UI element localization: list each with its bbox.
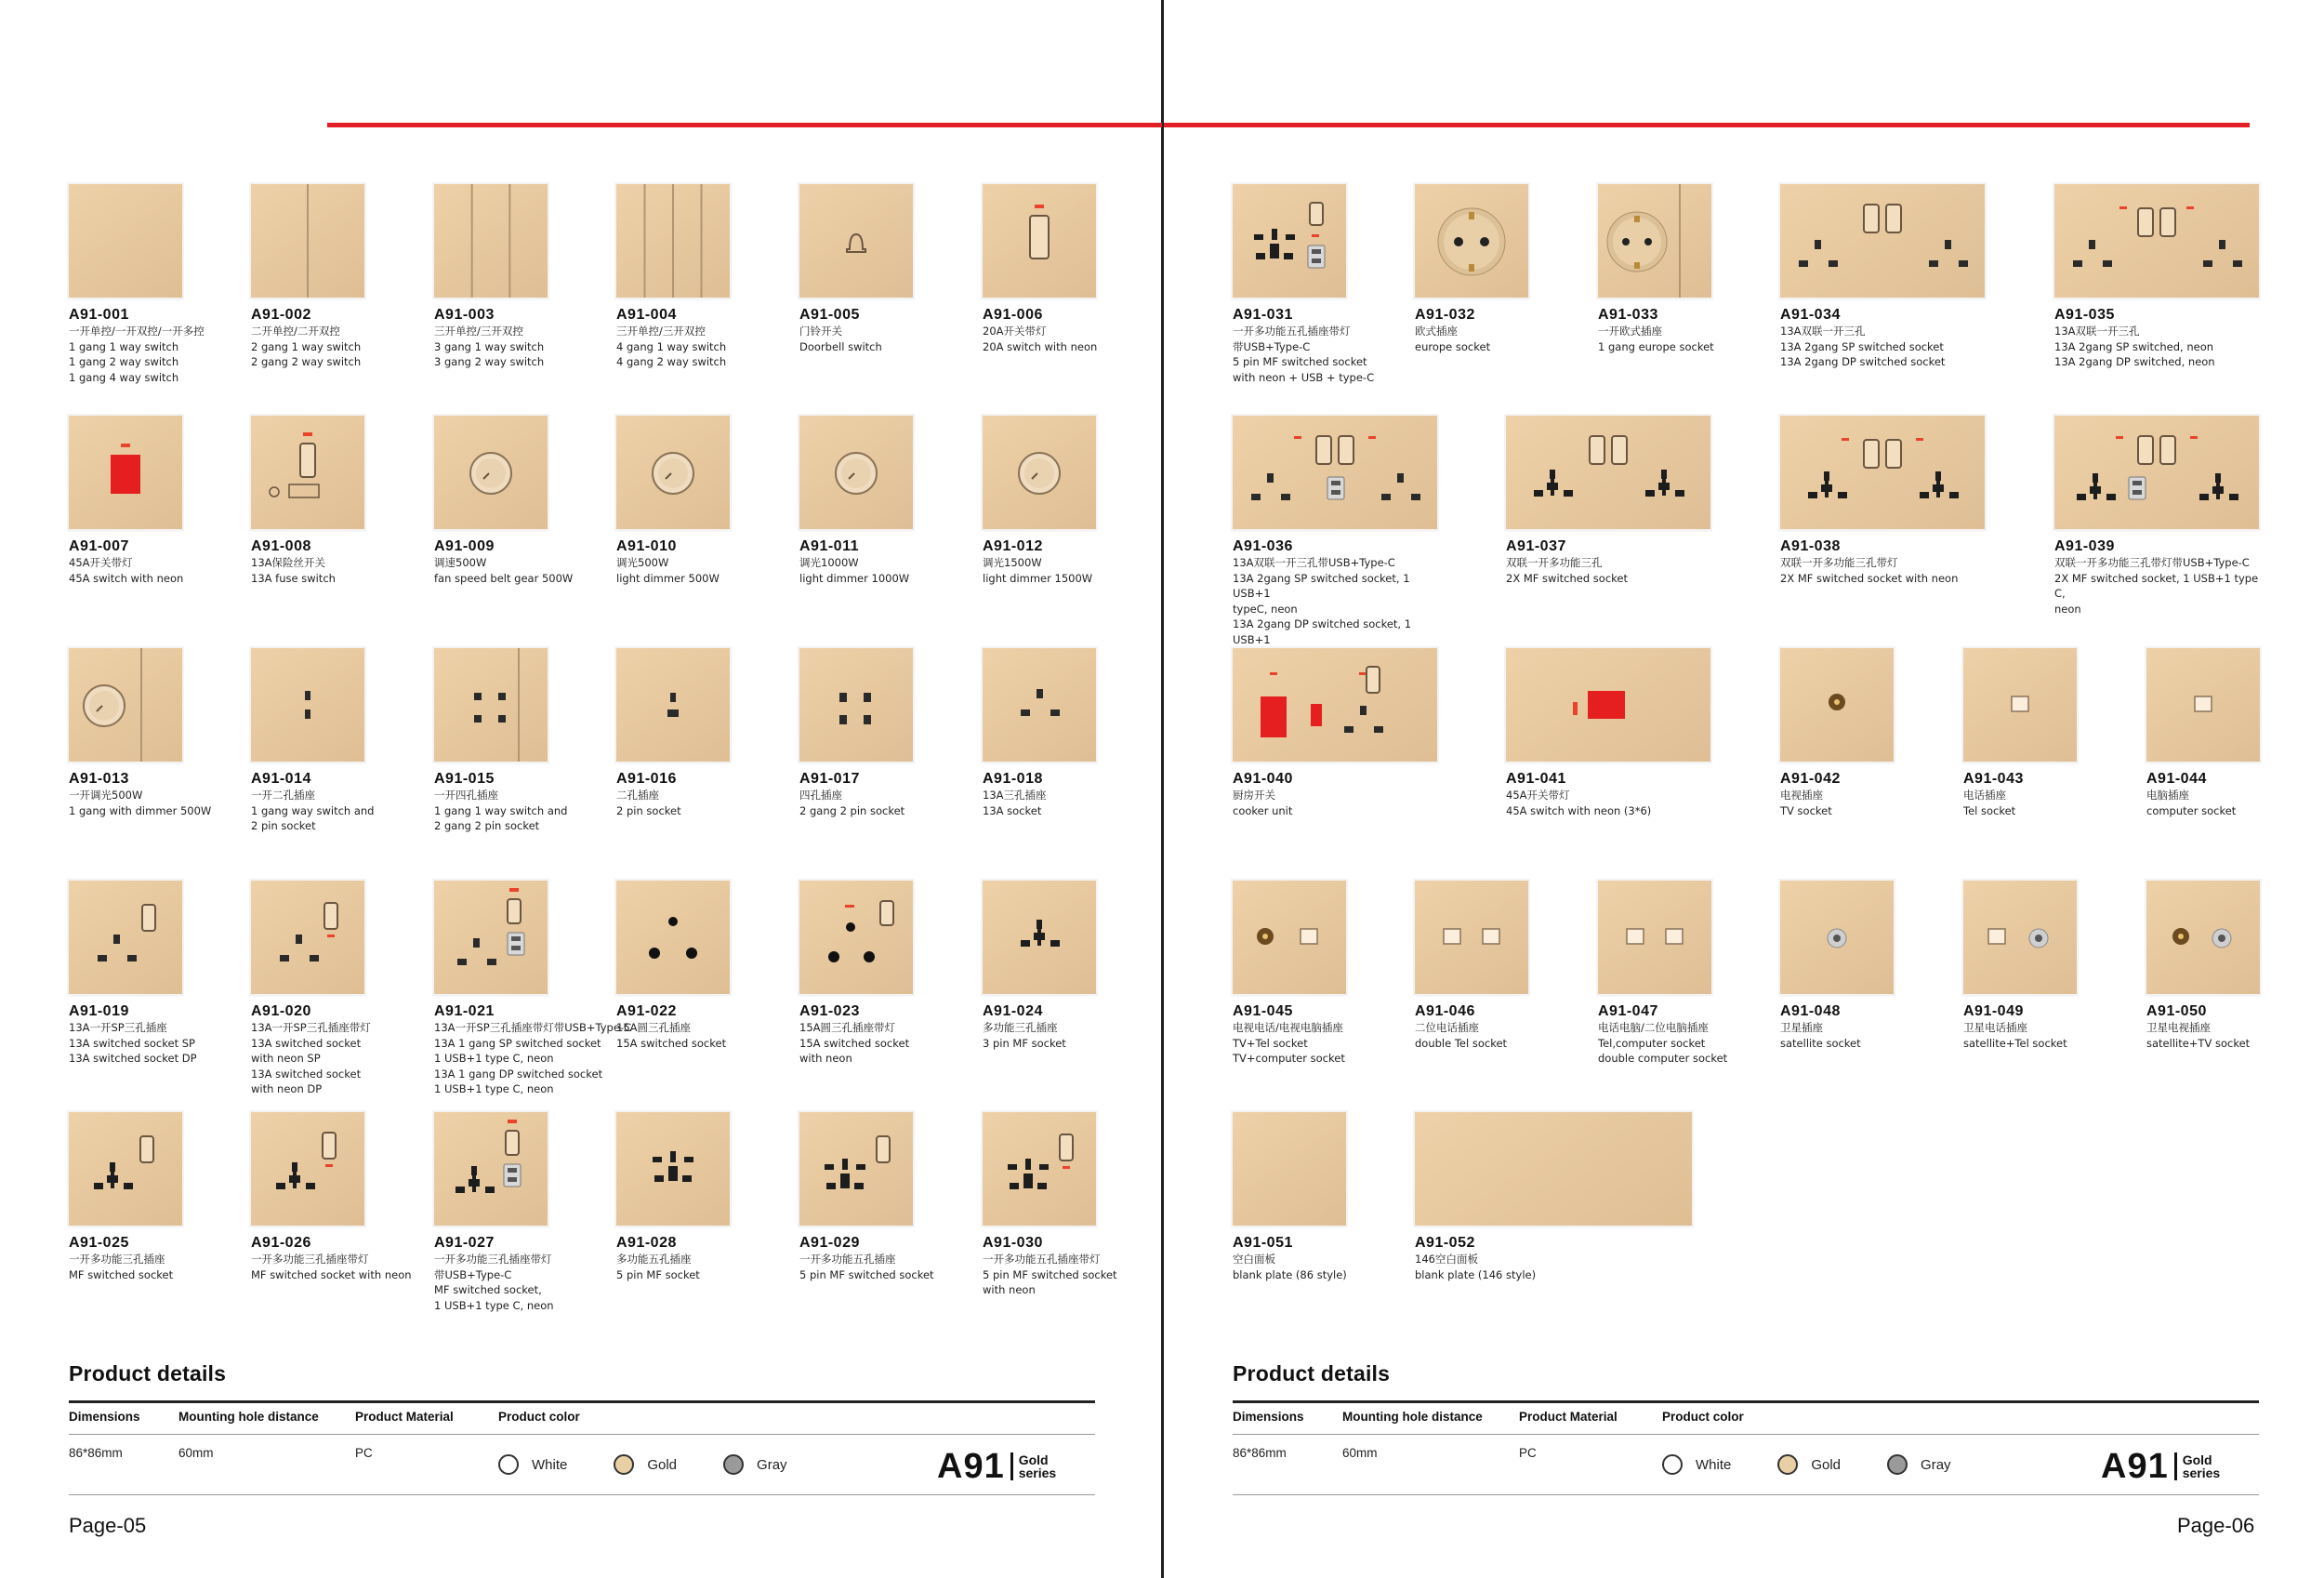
product-description: 电脑插座 computer socket: [2146, 789, 2237, 817]
tv-socket-icon: [1780, 648, 1894, 762]
product-description: 欧式插座 europe socket: [1415, 325, 1491, 353]
product-code: A91-010: [616, 538, 677, 554]
product-description: 一开多功能三孔插座 MF switched socket: [69, 1253, 174, 1281]
product-code: A91-031: [1233, 307, 1293, 323]
product-code: A91-043: [1963, 771, 2024, 787]
product-code: A91-036: [1233, 538, 1293, 554]
13a-usb-icon: [434, 881, 548, 994]
13a-switched-icon: [69, 881, 182, 994]
product-code: A91-014: [251, 771, 311, 787]
13a-switched-neon-icon: [251, 881, 364, 994]
product-description: 空白面板 blank plate (86 style): [1233, 1253, 1347, 1281]
brand-series: Gold series: [1018, 1452, 1057, 1480]
satellite-icon: [1780, 881, 1894, 994]
product-code: A91-050: [2146, 1003, 2207, 1019]
brand-model: A91: [937, 1447, 1005, 1486]
schuko-icon: [1415, 184, 1528, 298]
product-info: [1415, 1235, 1629, 1282]
product-info: [1963, 1003, 2177, 1051]
tel-socket-icon: [1963, 648, 2077, 762]
product-description: 卫星电话插座 satellite+Tel socket: [1963, 1021, 2067, 1050]
2pin-socket-icon: [616, 648, 730, 762]
color-header: Product color: [1662, 1410, 1744, 1424]
blank-86-icon: [1233, 1112, 1346, 1226]
mf-5pin-neon-icon: [983, 1112, 1096, 1226]
dimmer-knob-icon: [434, 416, 548, 529]
dimmer-knob-icon: [616, 416, 730, 529]
panel-3gang-icon: [434, 184, 548, 298]
product-details-title: Product details: [1233, 1361, 1391, 1386]
product-description: 卫星电视插座 satellite+TV socket: [2146, 1021, 2251, 1050]
product-description: 一开多功能五孔插座带灯 5 pin MF switched socket with neon: [983, 1253, 1117, 1296]
product-info: [1780, 307, 1994, 370]
product-info: [1506, 771, 1720, 818]
product-info: [251, 1003, 465, 1097]
product-code: A91-038: [1780, 538, 1841, 554]
mf-5pin-icon: [616, 1112, 730, 1226]
double-mf-usb-icon: [2054, 416, 2259, 529]
product-description: 一开多功能五孔插座 5 pin MF switched socket: [799, 1253, 934, 1281]
swatch-white: White: [498, 1454, 567, 1475]
computer-socket-icon: [2146, 648, 2260, 762]
product-code: A91-029: [799, 1235, 860, 1251]
product-description: 多功能五孔插座 5 pin MF socket: [616, 1253, 700, 1281]
double-13a-neon-icon: [2054, 184, 2259, 298]
page-number: Page-06: [2177, 1514, 2255, 1537]
product-code: A91-044: [2146, 771, 2207, 787]
product-description: 调速500W fan speed belt gear 500W: [434, 556, 574, 585]
product-code: A91-011: [799, 538, 859, 554]
product-description: 双联一开多功能三孔带灯带USB+Type-C 2X MF switched socket, 1 USB+1 type C, neon: [2054, 556, 2259, 616]
product-description: 13A一开SP三孔插座 13A switched socket SP 13A switched socket DP: [69, 1021, 197, 1065]
product-info: [616, 1003, 830, 1051]
product-code: A91-025: [69, 1235, 129, 1251]
product-info: [616, 538, 830, 586]
brand-model: A91: [2101, 1447, 2169, 1486]
brand-mark: [937, 1449, 1056, 1484]
product-info: [2054, 538, 2268, 617]
product-description: 电视电话/电视电脑插座 TV+Tel socket TV+computer socket: [1233, 1021, 1345, 1065]
cooker-unit-icon: [1233, 648, 1437, 762]
product-description: 13A三孔插座 13A socket: [983, 789, 1047, 817]
product-description: 门铃开关 Doorbell switch: [799, 325, 882, 353]
material-header: Product Material: [355, 1410, 454, 1424]
product-code: A91-037: [1506, 538, 1566, 554]
mounting-value: 60mm: [1342, 1446, 1378, 1460]
mounting-header: Mounting hole distance: [178, 1410, 319, 1424]
material-value: PC: [355, 1446, 373, 1460]
product-code: A91-030: [983, 1235, 1043, 1251]
product-code: A91-004: [616, 307, 677, 323]
gray-dot-icon: [723, 1454, 744, 1475]
4pin-socket-icon: [799, 648, 913, 762]
product-description: 15A圆三孔插座带灯 15A switched socket with neon: [799, 1021, 910, 1065]
product-description: 13A一开SP三孔插座带灯带USB+Type-C 13A 1 gang SP switched socket 1 USB+1 type C, neon 13A 1 gang DP switched socket 1 USB+1 type C, neon: [434, 1021, 632, 1095]
product-code: A91-042: [1780, 771, 1841, 787]
fuse-switch-icon: [251, 416, 364, 529]
doorbell-icon: [799, 184, 913, 298]
swatch-white: White: [1662, 1454, 1731, 1475]
product-code: A91-027: [434, 1235, 495, 1251]
product-description: 卫星插座 satellite socket: [1780, 1021, 1861, 1050]
product-info: [1415, 1003, 1629, 1051]
schuko-switch-icon: [1598, 184, 1711, 298]
product-code: A91-051: [1233, 1235, 1293, 1251]
product-description: 双联一开多功能三孔带灯 2X MF switched socket with neon: [1780, 556, 1959, 585]
product-description: 一开多功能三孔插座带灯 MF switched socket with neon: [251, 1253, 412, 1281]
rocker-neon-icon: [983, 184, 1096, 298]
switch-4pin-icon: [434, 648, 548, 762]
product-info: [1780, 771, 1994, 818]
product-description: 45A开关带灯 45A switch with neon (3*6): [1506, 789, 1652, 817]
product-description: 13A双联一开三孔 13A 2gang SP switched socket 13A 2gang DP switched socket: [1780, 325, 1946, 368]
material-header: Product Material: [1519, 1410, 1618, 1424]
dimensions-value: 86*86mm: [1233, 1446, 1287, 1460]
product-code: A91-024: [983, 1003, 1043, 1019]
product-info: [799, 771, 1013, 818]
white-dot-icon: [1662, 1454, 1683, 1475]
product-description: 电话电脑/二位电脑插座 Tel,computer socket double computer socket: [1598, 1021, 1728, 1065]
product-code: A91-035: [2054, 307, 2115, 323]
product-info: [251, 307, 465, 370]
product-info: [616, 1235, 830, 1282]
swatch-gray: Gray: [723, 1454, 787, 1475]
satellite-tv-icon: [2146, 881, 2260, 994]
product-description: 二开单控/二开双控 2 gang 1 way switch 2 gang 2 way switch: [251, 325, 362, 368]
product-code: A91-028: [616, 1235, 677, 1251]
product-code: A91-041: [1506, 771, 1566, 787]
double-tel-icon: [1415, 881, 1528, 994]
product-code: A91-006: [983, 307, 1043, 323]
double-13a-icon: [1780, 184, 1985, 298]
product-info: [616, 307, 830, 370]
product-info: [251, 771, 465, 834]
15a-round-icon: [616, 881, 730, 994]
product-info: [1506, 538, 1720, 586]
product-code: A91-008: [251, 538, 311, 554]
product-grid-page-06: [1164, 0, 2324, 1578]
swatch-gold: Gold: [614, 1454, 677, 1475]
product-code: A91-002: [251, 307, 311, 323]
product-description: 一开欧式插座 1 gang europe socket: [1598, 325, 1714, 353]
product-description: 电视插座 TV socket: [1780, 789, 1832, 817]
product-code: A91-017: [799, 771, 860, 787]
mounting-value: 60mm: [178, 1446, 214, 1460]
product-description: 一开二孔插座 1 gang way switch and 2 pin socket: [251, 789, 375, 832]
brand-mark: [2101, 1449, 2220, 1484]
product-info: [799, 307, 1013, 354]
product-info: [799, 538, 1013, 586]
product-description: 15A圆三孔插座 15A switched socket: [616, 1021, 727, 1050]
mf-3pin-icon: [983, 881, 1096, 994]
double-mf-neon-icon: [1780, 416, 1985, 529]
product-code: A91-047: [1598, 1003, 1658, 1019]
product-info: [1780, 1003, 1994, 1051]
product-code: A91-018: [983, 771, 1043, 787]
product-info: [1233, 771, 1446, 818]
product-description: 调光500W light dimmer 500W: [616, 556, 720, 585]
dimmer-knob-icon: [983, 416, 1096, 529]
dimensions-header: Dimensions: [69, 1410, 140, 1424]
product-code: A91-023: [799, 1003, 860, 1019]
product-code: A91-015: [434, 771, 495, 787]
double-mf-icon: [1506, 416, 1710, 529]
page-06: [1164, 0, 2324, 1578]
panel-4gang-icon: [616, 184, 730, 298]
wide-red-rocker-icon: [1506, 648, 1710, 762]
dimmer-knob-icon: [799, 416, 913, 529]
product-info: [1415, 307, 1629, 354]
product-code: A91-013: [69, 771, 129, 787]
swatch-gold: Gold: [1777, 1454, 1841, 1475]
mf-5pin-switched-icon: [799, 1112, 913, 1226]
mf-switched-neon-icon: [251, 1112, 364, 1226]
white-dot-icon: [498, 1454, 519, 1475]
product-code: A91-048: [1780, 1003, 1841, 1019]
blank-146-icon: [1415, 1112, 1692, 1226]
product-description: 四孔插座 2 gang 2 pin socket: [799, 789, 905, 817]
product-code: A91-019: [69, 1003, 129, 1019]
product-code: A91-001: [69, 307, 129, 323]
product-description: 二位电话插座 double Tel socket: [1415, 1021, 1508, 1050]
product-info: [251, 538, 465, 586]
product-code: A91-003: [434, 307, 495, 323]
product-info: [1780, 538, 1994, 586]
brand-series: Gold series: [2182, 1452, 2221, 1480]
product-code: A91-034: [1780, 307, 1841, 323]
mounting-header: Mounting hole distance: [1342, 1410, 1483, 1424]
product-code: A91-039: [2054, 538, 2115, 554]
product-description: 一开调光500W 1 gang with dimmer 500W: [69, 789, 212, 817]
product-code: A91-046: [1415, 1003, 1475, 1019]
product-code: A91-040: [1233, 771, 1293, 787]
switch-2pin-icon: [251, 648, 364, 762]
product-info: [1233, 538, 1446, 663]
product-description: 一开多功能三孔插座带灯 带USB+Type-C MF switched socket, 1 USB+1 type C, neon: [434, 1253, 554, 1312]
satellite-tel-icon: [1963, 881, 2077, 994]
material-value: PC: [1519, 1446, 1537, 1460]
product-description: 多功能三孔插座 3 pin MF socket: [983, 1021, 1066, 1050]
product-description: 13A双联一开三孔 13A 2gang SP switched, neon 13A 2gang DP switched, neon: [2054, 325, 2215, 368]
product-description: 45A开关带灯 45A switch with neon: [69, 556, 184, 585]
red-rocker-icon: [69, 416, 182, 529]
product-description: 调光1000W light dimmer 1000W: [799, 556, 910, 585]
product-code: A91-016: [616, 771, 677, 787]
product-info: [2054, 307, 2268, 370]
product-description: 一开多功能五孔插座带灯 带USB+Type-C 5 pin MF switched socket with neon + USB + type-C: [1233, 325, 1375, 384]
product-code: A91-020: [251, 1003, 311, 1019]
tel-computer-icon: [1598, 881, 1711, 994]
product-code: A91-032: [1415, 307, 1475, 323]
product-description: 调光1500W light dimmer 1500W: [983, 556, 1093, 585]
mf-usb-icon: [434, 1112, 548, 1226]
product-description: 电话插座 Tel socket: [1963, 789, 2016, 817]
mf-switched-icon: [69, 1112, 182, 1226]
page-number: Page-05: [69, 1514, 147, 1537]
product-description: 三开单控/三开双控 4 gang 1 way switch 4 gang 2 way switch: [616, 325, 727, 368]
gray-dot-icon: [1887, 1454, 1908, 1475]
color-header: Product color: [498, 1410, 580, 1424]
panel-2gang-icon: [251, 184, 364, 298]
product-description: 20A开关带灯 20A switch with neon: [983, 325, 1098, 353]
product-description: 一开单控/一开双控/一开多控 1 gang 1 way switch 1 gang 2 way switch 1 gang 4 way switch: [69, 325, 205, 384]
product-info: [1963, 771, 2177, 818]
product-description: 双联一开多功能三孔 2X MF switched socket: [1506, 556, 1628, 585]
product-code: A91-033: [1598, 307, 1658, 323]
product-info: [2146, 771, 2324, 818]
product-info: [799, 1235, 1013, 1282]
product-code: A91-007: [69, 538, 129, 554]
gold-dot-icon: [614, 1454, 634, 1475]
product-description: 13A双联一开三孔带USB+Type-C 13A 2gang SP switched socket, 1 USB+1 typeC, neon 13A 2gang DP switched socket, 1 USB+1: [1233, 556, 1412, 646]
color-swatches: [1662, 1454, 1998, 1475]
product-code: A91-049: [1963, 1003, 2024, 1019]
product-info: [616, 771, 830, 818]
product-description: 146空白面板 blank plate (146 style): [1415, 1253, 1537, 1281]
product-info: [799, 1003, 1013, 1067]
product-code: A91-012: [983, 538, 1043, 554]
product-description: 13A一开SP三孔插座带灯 13A switched socket with neon SP 13A switched socket with neon DP: [251, 1021, 371, 1095]
product-details-title: Product details: [69, 1361, 227, 1386]
product-description: 13A保险丝开关 13A fuse switch: [251, 556, 336, 585]
mf-5pin-usb-icon: [1233, 184, 1346, 298]
tv-tel-icon: [1233, 881, 1346, 994]
product-code: A91-005: [799, 307, 860, 323]
dimmer-switch-icon: [69, 648, 182, 762]
panel-1gang-icon: [69, 184, 182, 298]
15a-round-neon-icon: [799, 881, 913, 994]
product-description: 二孔插座 2 pin socket: [616, 789, 681, 817]
product-code: A91-021: [434, 1003, 495, 1019]
product-info: [2146, 1003, 2324, 1051]
product-description: 三开单控/三开双控 3 gang 1 way switch 3 gang 2 way switch: [434, 325, 545, 368]
gold-dot-icon: [1777, 1454, 1798, 1475]
product-code: A91-022: [616, 1003, 677, 1019]
dimensions-header: Dimensions: [1233, 1410, 1304, 1424]
product-code: A91-026: [251, 1235, 311, 1251]
product-code: A91-045: [1233, 1003, 1293, 1019]
product-code: A91-052: [1415, 1235, 1475, 1251]
color-swatches: [498, 1454, 834, 1475]
product-code: A91-009: [434, 538, 495, 554]
product-description: 厨房开关 cooker unit: [1233, 789, 1293, 817]
product-info: [251, 1235, 465, 1282]
13a-socket-icon: [983, 648, 1096, 762]
swatch-gray: Gray: [1887, 1454, 1951, 1475]
double-13a-usb-icon: [1233, 416, 1437, 529]
product-description: 一开四孔插座 1 gang 1 way switch and 2 gang 2 pin socket: [434, 789, 568, 832]
dimensions-value: 86*86mm: [69, 1446, 123, 1460]
